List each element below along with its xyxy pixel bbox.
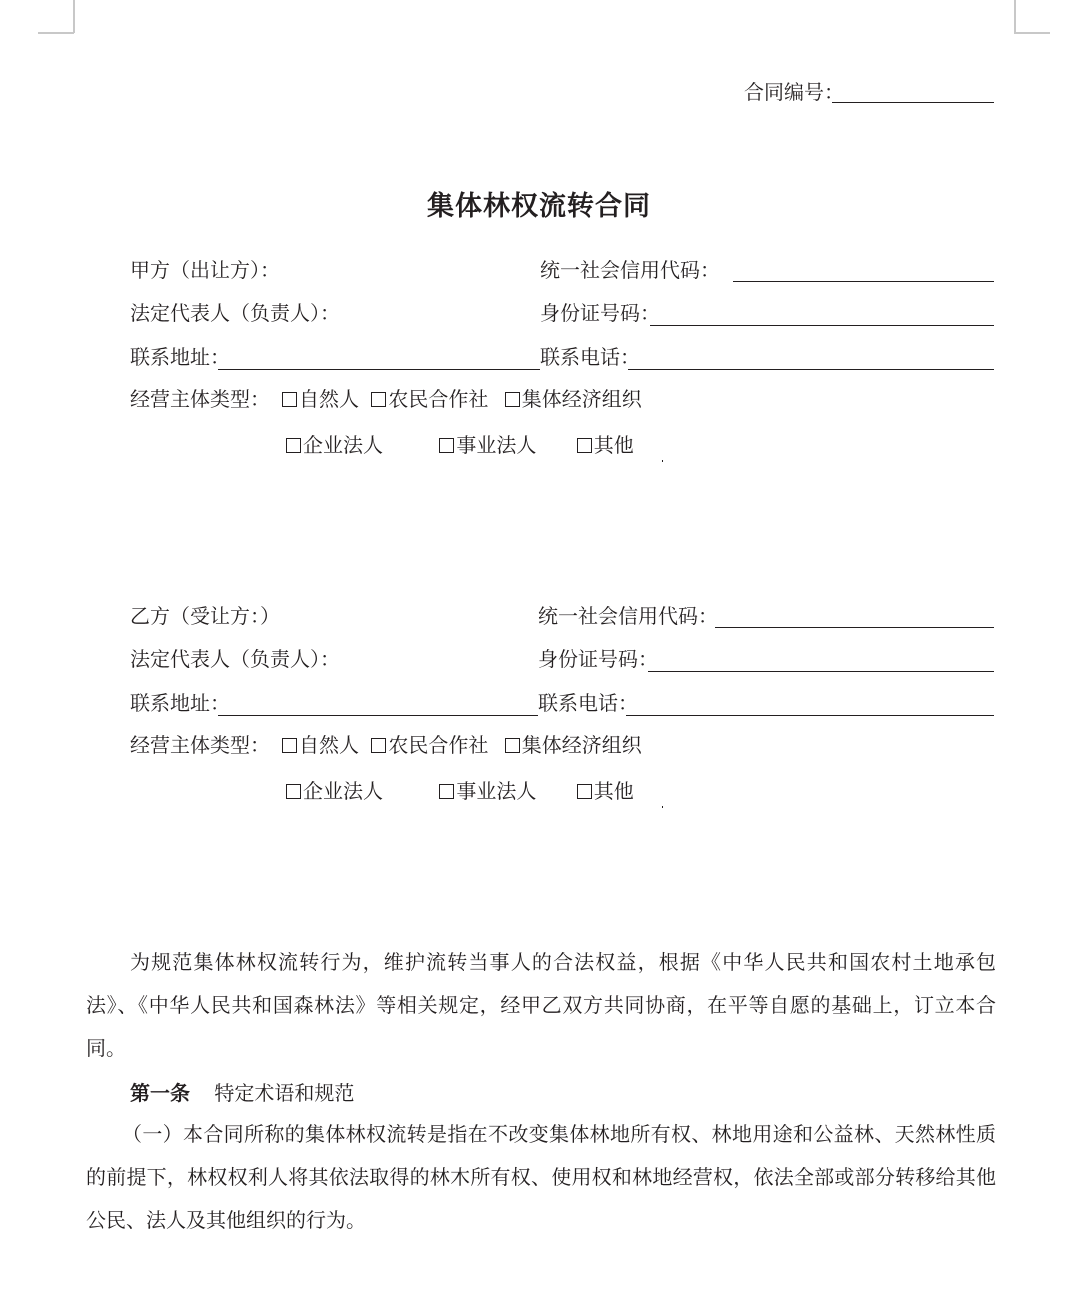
party-b-option-natural-person[interactable]: 自然人 [282,733,359,757]
checkbox-icon[interactable] [286,438,301,453]
party-b-legal-rep-label: 法定代表人（负责人）： [130,647,340,671]
party-b-id-label: 身份证号码： [538,647,658,671]
party-b-entity-type-label: 经营主体类型： [130,733,270,757]
party-a-option-natural-person[interactable]: 自然人 [282,387,359,411]
crop-mark-top-left-horizontal [38,32,74,34]
party-a-name-label: 甲方（出让方）： [130,258,280,282]
party-a-legal-rep-label: 法定代表人（负责人）： [130,301,340,325]
preamble-text: 为规范集体林权流转行为，维护流转当事人的合法权益，根据《中华人民共和国农村土地承包法》、《中华人民共和国森林法》等相关规定，经甲乙双方共同协商，在平等自愿的基础上，订立本合同。 [86,950,996,1060]
checkbox-icon[interactable] [439,438,454,453]
party-a-phone-field[interactable] [628,369,994,370]
party-b-option-other[interactable]: 其他 [577,779,634,803]
checkbox-icon[interactable] [282,738,297,753]
party-b-name-label: 乙方（受让方：） [130,604,280,628]
party-b-option-institution[interactable]: 事业法人 [439,779,536,803]
party-a-address-field[interactable] [218,369,540,370]
document-title: 集体林权流转合同 [427,191,651,222]
other-field-mark [662,460,663,462]
party-a-address-label: 联系地址： [130,345,230,369]
party-b-id-field[interactable] [648,671,994,672]
checkbox-icon[interactable] [505,738,520,753]
checkbox-icon[interactable] [577,438,592,453]
party-a-option-other[interactable]: 其他 [577,433,634,457]
checkbox-icon[interactable] [577,784,592,799]
checkbox-icon[interactable] [371,392,386,407]
checkbox-icon[interactable] [505,392,520,407]
party-b-credit-code-field[interactable] [715,627,994,628]
party-b-option-cooperative[interactable]: 农民合作社 [371,733,488,757]
article-1-heading: 第一条 [130,1081,190,1105]
clause-1-text: （一）本合同所称的集体林权流转是指在不改变集体林地所有权、林地用途和公益林、天然林性质的前提下，林权权利人将其依法取得的林木所有权、使用权和林地经营权，依法全部或部分转移给其他公民、法人及其他组织的行为。 [86,1122,996,1232]
party-a-entity-type-label: 经营主体类型： [130,387,270,411]
article-1-title: 特定术语和规范 [214,1081,355,1105]
article-1-clause-1 [86,1113,996,1242]
party-a-option-institution[interactable]: 事业法人 [439,433,536,457]
party-a-option-cooperative[interactable]: 农民合作社 [371,387,488,411]
contract-number-field[interactable] [832,102,994,103]
preamble-paragraph [86,941,996,1070]
crop-mark-top-left-vertical [73,0,75,33]
party-a-credit-code-label: 统一社会信用代码： [540,258,720,282]
party-a-option-enterprise[interactable]: 企业法人 [286,433,383,457]
party-b-phone-label: 联系电话： [538,691,638,715]
party-b-option-collective[interactable]: 集体经济组织 [505,733,642,757]
checkbox-icon[interactable] [439,784,454,799]
party-a-id-field[interactable] [650,325,994,326]
checkbox-icon[interactable] [282,392,297,407]
party-a-entity-row-2 [286,433,634,457]
party-a-credit-code-field[interactable] [733,281,994,282]
checkbox-icon[interactable] [371,738,386,753]
crop-mark-top-right-horizontal [1014,32,1050,34]
party-a-id-label: 身份证号码： [540,301,660,325]
party-a-phone-label: 联系电话： [540,345,640,369]
party-b-phone-field[interactable] [626,715,994,716]
party-b-address-label: 联系地址： [130,691,230,715]
crop-mark-top-right-vertical [1014,0,1016,33]
party-b-entity-row-1 [282,733,642,757]
other-field-mark [662,806,663,808]
party-b-address-field[interactable] [218,715,538,716]
checkbox-icon[interactable] [286,784,301,799]
contract-number-label: 合同编号： [744,80,844,104]
party-a-entity-row-1 [282,387,642,411]
party-b-option-enterprise[interactable]: 企业法人 [286,779,383,803]
party-b-credit-code-label: 统一社会信用代码： [538,604,718,628]
party-b-entity-row-2 [286,779,634,803]
article-1-heading-line [130,1081,354,1105]
party-a-option-collective[interactable]: 集体经济组织 [505,387,642,411]
